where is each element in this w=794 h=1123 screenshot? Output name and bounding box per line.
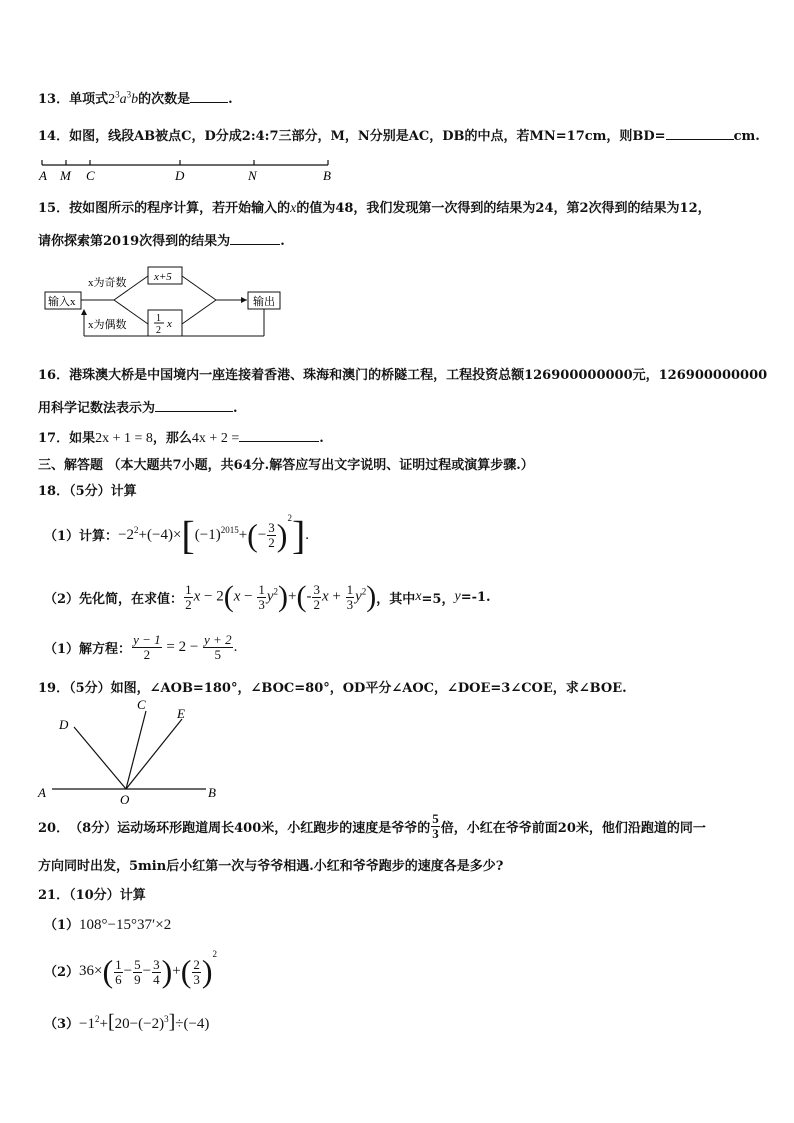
point-label-a: A [39, 168, 47, 183]
question-18-header [38, 480, 137, 499]
part-label: （3） [44, 1016, 80, 1032]
question-text: 请你探索第2019次得到的结果为 [38, 234, 231, 249]
question-number: 18． [38, 484, 70, 499]
question-19 [38, 677, 627, 696]
question-title: 计算 [110, 484, 137, 499]
answer-blank [666, 127, 734, 140]
point-label-d: D [175, 168, 185, 183]
question-text: 运动场环形跑道周长400米，小红跑步的速度是爷爷的 [117, 820, 431, 836]
point-label-e: E [177, 706, 185, 721]
variable: x [290, 201, 297, 216]
output-label: 输出 [253, 296, 275, 308]
monomial: $2^3a^3b$ [108, 89, 139, 107]
question-20-line1: 20． （8分） 运动场环形跑道周长400米，小红跑步的速度是爷爷的 $\frac{5}{3}$ 倍，小红在爷爷前面20米，他们沿跑道的同一 [38, 810, 706, 841]
question-number: 13． [38, 92, 70, 107]
question-14 [38, 125, 760, 144]
answer-blank [155, 399, 233, 412]
point-label-a: A [38, 785, 46, 800]
expression: $-1^2+[20-(-2)^3]\div(-4)$ [79, 1010, 210, 1033]
part-label: （1） [44, 641, 80, 657]
score-label: （5分） [69, 681, 111, 696]
answer-blank [239, 429, 319, 442]
program-flowchart [44, 262, 294, 342]
expression: 108°−15°37′×2 [79, 917, 172, 933]
question-21-part3 [44, 1010, 209, 1034]
question-text: ，那么 [152, 431, 192, 446]
question-text: 如果 [69, 431, 96, 446]
question-text: 单项式 [69, 92, 109, 107]
point-label-b: B [323, 168, 331, 183]
question-text: 按如图所示的程序计算，若开始输入的 [69, 201, 291, 216]
point-label-d: D [59, 717, 69, 732]
equation: $\frac{y - 1}{2}$ = 2 − $\frac{y + 2}{5}$ . [133, 631, 238, 662]
question-text: 的次数是 [138, 92, 191, 107]
point-label-o: O [120, 792, 130, 807]
half-var: x [167, 318, 172, 330]
expression: 4x + 2 = [191, 431, 240, 446]
point-label-c: C [137, 697, 146, 712]
half-den: 2 [156, 325, 161, 336]
part-label: （1） [44, 918, 80, 933]
plus5-label: x+5 [154, 271, 172, 283]
question-text: 倍，小红在爷爷前面20米，他们沿跑道的同一 [440, 820, 706, 836]
question-number: 16． [38, 368, 70, 383]
point-label-b: B [208, 785, 216, 800]
part-label: （1） [44, 528, 80, 544]
question-16-line1 [38, 364, 767, 383]
score-label: （8分） [69, 820, 118, 836]
question-text: 的值为48，我们发现第一次得到的结果为24，第2次得到的结果为12， [296, 201, 711, 216]
arrow-head [81, 309, 87, 315]
section-heading: 三、解答题 （本大题共7小题，共64分.解答应写出文字说明、证明过程或演算步骤.） [38, 458, 534, 473]
question-21-header [38, 884, 146, 903]
expression: 36×( $\frac{1}{6}$ − $\frac{5}{9}$ − $\frac{3}{4}$ )+( $\frac{2}{3}$ )$^2$ [79, 949, 218, 990]
answer-blank [230, 232, 280, 245]
point-label-n: N [248, 168, 257, 183]
question-number: 17． [38, 431, 70, 446]
question-text: 如图，∠AOB=180°，∠BOC=80°，OD平分∠AOC，∠DOE=3∠COE，求∠BOE. [110, 681, 627, 696]
connector [182, 276, 216, 300]
expression: $-2^2+(-4)\times[(-1)^{2015}+(-$ $\frac{3}{2}$ )$^2$]. [118, 512, 310, 558]
question-20-line2: 方向同时出发，5min后小红第一次与爷爷相遇.小红和爷爷跑步的速度各是多少? [38, 859, 504, 874]
question-18-part3 [44, 627, 237, 667]
part-label: （2） [44, 591, 80, 607]
question-18-part1 [44, 510, 309, 558]
question-text: 用科学记数法表示为 [38, 401, 156, 416]
part-label: （2） [44, 964, 80, 980]
question-13: 13．单项式$2^3a^3b$的次数是 . [38, 89, 233, 107]
question-16-line2: 用科学记数法表示为 . [38, 401, 238, 416]
part-text: 先化简，在求值： [79, 591, 184, 607]
question-18-part2: （2） 先化简，在求值： $\frac{1}{2}$ x − 2(x − $\frac{1}{3}$ $y^2)+(-$ $\frac{3}{2}$ x + $\frac{1}{3}$ $y^2$) ，其中 x =5， y =-1. [44, 580, 491, 613]
question-number: 14． [38, 129, 70, 144]
odd-label: x为奇数 [88, 277, 127, 289]
question-number: 21． [38, 888, 70, 903]
question-text: 港珠澳大桥是中国境内一座连接着香港、珠海和澳门的桥隧工程，工程投资总额126900000000元，126900000000 [69, 368, 768, 383]
question-21-part2 [44, 948, 217, 992]
angle-diagram [34, 697, 234, 807]
connector [182, 300, 216, 324]
half-box [148, 310, 182, 336]
score-label: （5分） [69, 484, 111, 499]
question-17: 17．如果2x + 1 = 8，那么4x + 2 = . [38, 431, 324, 446]
point-label-c: C [86, 168, 95, 183]
question-text: 如图，线段AB被点C，D分成2:4:7三部分，M，N分别是AC，DB的中点，若MN=17cm，则BD= [69, 129, 666, 144]
expression: $\frac{1}{2}$ x − 2(x − $\frac{1}{3}$ $y^2)+(-$ $\frac{3}{2}$ x + $\frac{1}{3}$ $y^2$) [185, 580, 377, 613]
question-title: 计算 [119, 888, 146, 903]
unit-label: cm. [733, 129, 760, 144]
question-15-line1 [38, 197, 711, 217]
half-num: 1 [156, 313, 161, 324]
answer-blank [190, 90, 228, 103]
question-21-part1 [44, 914, 171, 934]
question-number: 15． [38, 201, 70, 216]
question-15-line2: 请你探索第2019次得到的结果为 . [38, 234, 285, 249]
input-label: 输入x [48, 296, 76, 308]
part-text: 解方程： [79, 641, 132, 657]
ray-od [74, 727, 126, 789]
question-number: 20． [38, 820, 70, 836]
question-number: 19． [38, 681, 70, 696]
part-text: 计算： [79, 528, 119, 544]
equation: 2x + 1 = 8 [95, 431, 153, 446]
arrow-head [241, 297, 247, 303]
point-label-m: M [60, 168, 71, 183]
segment-diagram [36, 155, 336, 183]
score-label: （10分） [69, 888, 120, 903]
even-label: x为偶数 [88, 319, 127, 331]
